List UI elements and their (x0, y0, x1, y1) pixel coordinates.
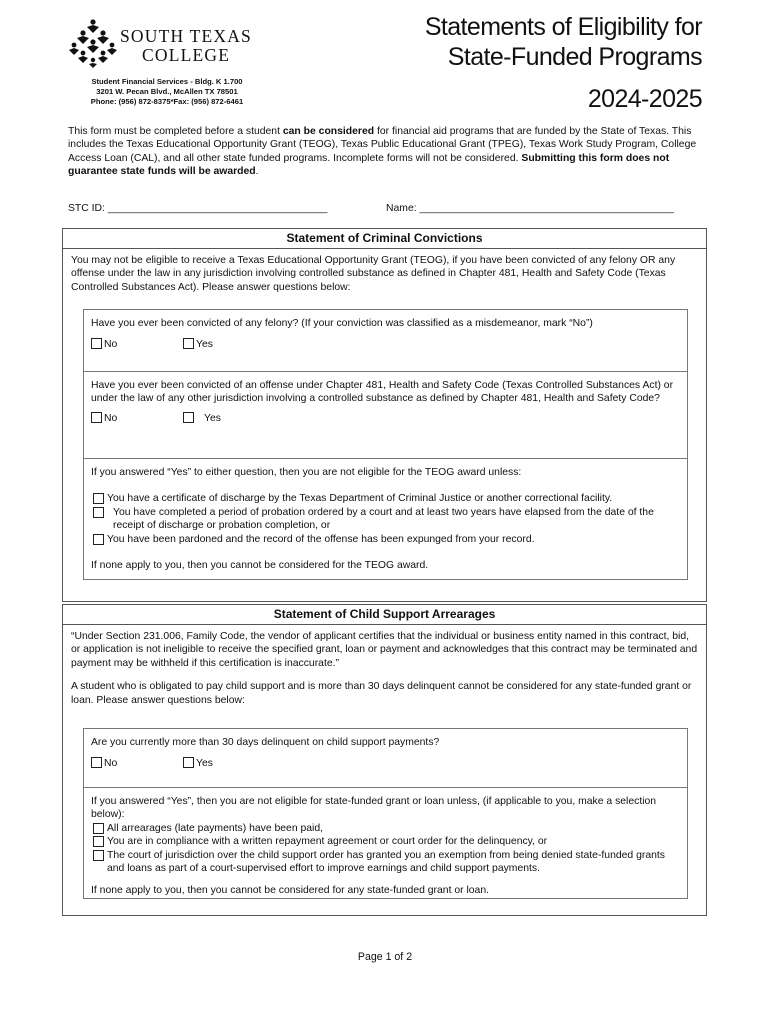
option-label: Yes (204, 412, 221, 424)
option-label: Yes (196, 339, 213, 351)
aid-year: 2024-2025 (587, 85, 702, 113)
logo-line-1: SOUTH TEXAS (120, 26, 252, 46)
felony-question (84, 310, 687, 371)
checkbox[interactable] (93, 850, 104, 861)
child-support-exceptions (84, 787, 687, 898)
exception-paid[interactable] (91, 822, 680, 835)
substance-no-option[interactable] (91, 412, 117, 425)
section-intro: A student who is obligated to pay child support and is more than 30 days delinquent cannot be considered for any state-funded grant or loan. Please answer questions below: (71, 681, 692, 706)
checkbox[interactable] (183, 338, 194, 349)
delinquent-yes-option[interactable] (183, 757, 213, 770)
checkbox[interactable] (183, 757, 194, 768)
question-text: Have you ever been convicted of any felony? (If your conviction was classified as a misdemeanor, mark “No”) (91, 318, 593, 329)
criminal-questions-box (83, 309, 688, 580)
criminal-convictions-section (62, 228, 707, 602)
controlled-substance-question (84, 371, 687, 458)
logo-wordmark (120, 27, 252, 65)
child-support-questions-box (83, 728, 688, 899)
stc-id-field[interactable]: STC ID: ______________________________________ (68, 203, 328, 214)
option-label: Yes (196, 758, 213, 770)
felony-yes-option[interactable] (183, 338, 213, 351)
checkbox[interactable] (93, 493, 104, 504)
checkbox[interactable] (91, 412, 102, 423)
exception-label: You are in compliance with a written repayment agreement or court order for the delinquency, or (107, 836, 548, 848)
checkbox[interactable] (93, 836, 104, 847)
address-line-1: Student Financial Services - Bldg. K 1.700 (91, 77, 243, 86)
section-intro: You may not be eligible to receive a Texas Educational Opportunity Grant (TEOG), if you have been convicted of any felony OR any offense under the law in any jurisdiction involving controlled substance as defined in Chapter 481, Health and Safety Code (Texas Controlled Substances Act). Please answer questions below: (71, 255, 676, 293)
exception-discharge[interactable] (91, 492, 680, 505)
intro-paragraph (68, 125, 708, 179)
exceptions-intro: If you answered “Yes”, then you are not eligible for state-funded grant or loan unless, (if applicable to you, make a selection below): (91, 796, 657, 821)
exceptions-intro: If you answered “Yes” to either question, then you are not eligible for the TEOG award unless: (91, 467, 522, 478)
exception-label: You have been pardoned and the record of the offense has been expunged from your record. (107, 533, 535, 545)
checkbox[interactable] (93, 534, 104, 545)
form-title (425, 12, 702, 72)
intro-bold-1: can be considered (282, 126, 375, 137)
title-line-1: Statements of Eligibility for (424, 13, 702, 41)
address-line-3: Phone: (956) 872-8375*Fax: (956) 872-6461 (90, 97, 244, 106)
title-line-2: State-Funded Programs (447, 43, 702, 71)
section-heading: Statement of Criminal Convictions (63, 229, 706, 249)
exception-label: You have completed a period of probation ordered by a court and at least two years have elapsed from the date of the receipt of discharge or probation completion, or (113, 506, 654, 532)
intro-text-2: for financial aid programs that are funded by the State of Texas. This includes the Texas Educational Opportunity Grant (TEOG), Texas Public Educational Grant (TPEG), Texas Work Study Program, College Access Loan (CAL), and all other state funded programs. Incomplete forms will not be considered. (68, 126, 697, 164)
delinquent-no-option[interactable] (91, 757, 117, 770)
intro-text-3: . (255, 166, 259, 178)
question-text: Are you currently more than 30 days delinquent on child support payments? (91, 737, 440, 748)
intro-text-1: This form must be completed before a student (68, 126, 283, 137)
option-label: No (104, 339, 118, 351)
exception-court[interactable] (91, 849, 680, 876)
exception-label: The court of jurisdiction over the child support order has granted you an exemption from being denied state-funded grants and loans as part of a court-supervised effort to improve earnings and child support payments. (107, 849, 665, 875)
delinquent-question (84, 729, 687, 787)
section-heading: Statement of Child Support Arrearages (63, 605, 706, 625)
checkbox[interactable] (93, 507, 104, 518)
none-apply-note: If none apply to you, then you cannot be considered for any state-funded grant or loan. (91, 885, 490, 897)
child-support-section (62, 604, 707, 916)
exception-pardon[interactable] (91, 533, 680, 546)
name-field[interactable]: Name: ____________________________________________ (386, 203, 674, 214)
felony-no-option[interactable] (91, 338, 117, 351)
student-id-line (68, 202, 708, 215)
exception-label: All arrearages (late payments) have been paid, (107, 822, 324, 834)
teog-exceptions (84, 458, 687, 572)
exception-repayment[interactable] (91, 835, 680, 848)
substance-yes-option[interactable] (183, 412, 221, 425)
exception-probation[interactable] (91, 506, 680, 533)
office-address (72, 77, 262, 107)
none-apply-note: If none apply to you, then you cannot be considered for the TEOG award. (91, 560, 429, 572)
logo-line-2: COLLEGE (142, 45, 231, 65)
exception-label: You have a certificate of discharge by the Texas Department of Criminal Justice or another correctional facility. (107, 493, 613, 505)
checkbox[interactable] (91, 338, 102, 349)
checkbox[interactable] (93, 823, 104, 834)
option-label: No (104, 758, 118, 770)
question-text: Have you ever been convicted of an offense under Chapter 481, Health and Safety Code (Texas Controlled Substances Act) or under the law of any other jurisdiction involving a controlled substance as defined by Chapter 481, Health and Safety Code? (91, 380, 674, 405)
option-label: No (104, 412, 118, 424)
address-line-2: 3201 W. Pecan Blvd., McAllen TX 78501 (96, 87, 238, 96)
checkbox[interactable] (91, 757, 102, 768)
college-logo (68, 18, 268, 68)
checkbox[interactable] (183, 412, 194, 423)
family-code-quote: “Under Section 231.006, Family Code, the vendor of applicant certifies that the individual or business entity named in this contract, bid, or application is not ineligible to receive the specified grant, loan or payment and acknowledges that this contract may be terminated and payment may be withheld if this certification is inaccurate.” (71, 631, 698, 669)
intro-bold-2: Submitting this form does not guarantee state funds will be awarded (68, 152, 670, 178)
people-tree-icon (68, 18, 118, 68)
page-number: Page 1 of 2 (357, 951, 413, 963)
